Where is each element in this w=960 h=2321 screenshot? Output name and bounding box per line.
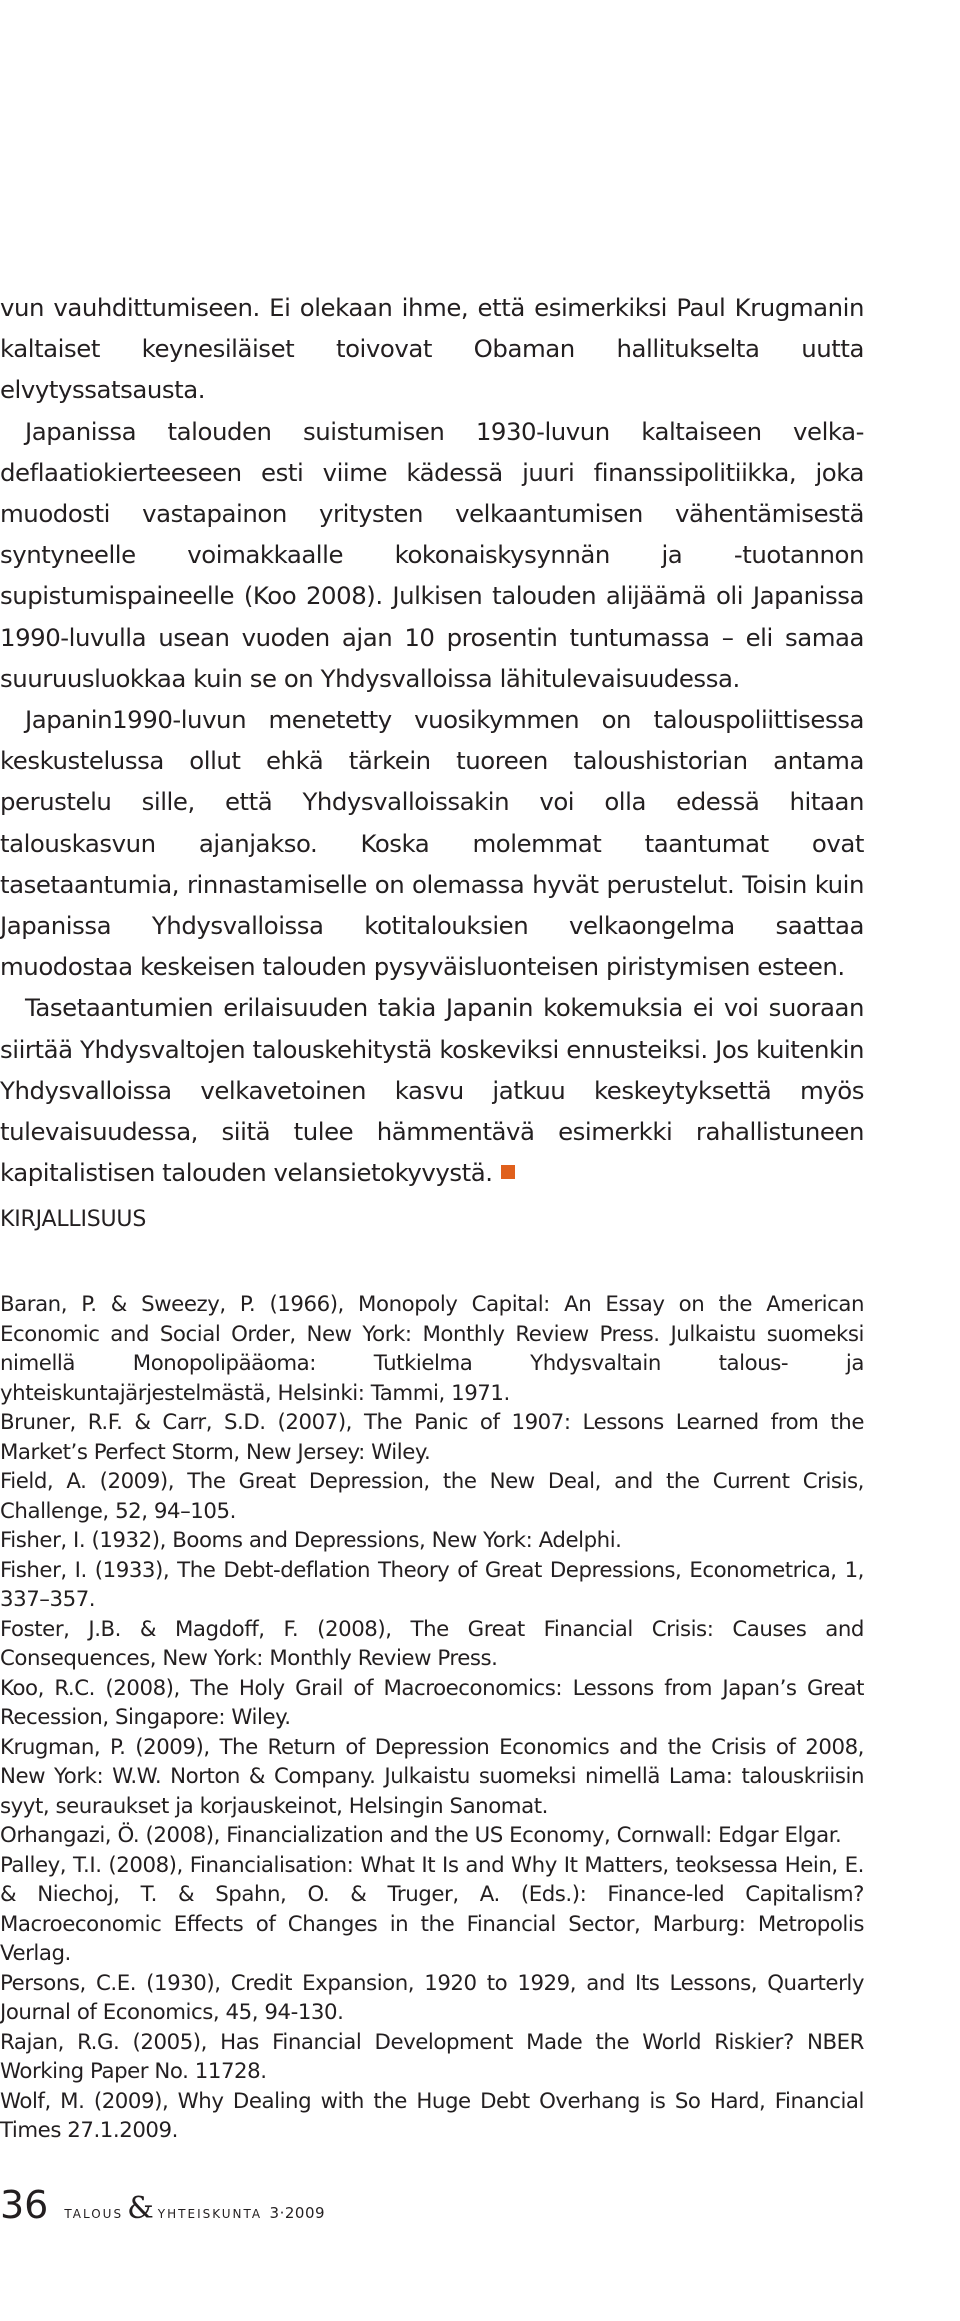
article-paragraph: Japanissa talouden suistumisen 1930-luvun kaltaiseen velka-deflaatiokierteeseen esti viime kädessä juuri finanssipolitiikka, joka muodosti vastapainon yritysten velkaantumisen vähentämisestä syntyneelle voimakkaalle kokonaiskysynnän ja -tuotannon supistumispaineelle (Koo 2008). Julkisen talouden alijäämä oli Japanissa 1990-luvulla usean vuoden ajan 10 prosentin tuntumassa – eli samaa suuruusluokkaa kuin se on Yhdysvalloissa lähitulevaisuudessa.: [0, 416, 864, 693]
article-paragraph-last: [0, 987, 864, 1193]
references-heading: KIRJALLISUUS: [0, 1207, 147, 1232]
article-body: [0, 287, 864, 1193]
reference-item: Wolf, M. (2009), Why Dealing with the Huge Debt Overhang is So Hard, Financial Times 27.1.2009.: [0, 2088, 864, 2143]
reference-item: Koo, R.C. (2008), The Holy Grail of Macroeconomics: Lessons from Japan’s Great Recession, Singapore: Wiley.: [0, 1675, 864, 1730]
reference-item: Orhangazi, Ö. (2008), Financialization and the US Economy, Cornwall: Edgar Elgar.: [0, 1823, 842, 1848]
page-footer: [0, 2180, 325, 2230]
reference-item: Field, A. (2009), The Great Depression, the New Deal, and the Current Crisis, Challenge, 52, 94–105.: [0, 1469, 864, 1524]
journal-ampersand: &: [127, 2191, 154, 2226]
article-paragraph: Japanin1990-luvun menetetty vuosikymmen on talouspoliittisessa keskustelussa ollut ehkä tärkein tuoreen taloushistorian antama perustelu sille, että Yhdysvalloissakin voi olla edessä hitaan talouskasvun ajanjakso. Koska molemmat taantumat ovat tasetaantumia, rinnastamiselle on olemassa hyvät perustelut. Toisin kuin Japanissa Yhdysvalloissa kotitalouksien velkaongelma saattaa muodostaa keskeisen talouden pysyväisluonteisen piristymisen esteen.: [0, 705, 864, 982]
journal-issue: 3·2009: [269, 2204, 326, 2222]
reference-item: Foster, J.B. & Magdoff, F. (2008), The Great Financial Crisis: Causes and Consequences, New York: Monthly Review Press.: [0, 1616, 864, 1671]
end-of-article-square-icon: [501, 1165, 515, 1179]
article-paragraph: vun vauhdittumiseen. Ei olekaan ihme, että esimerkiksi Paul Krugmanin kaltaiset keynesiläiset toivovat Obaman hallitukselta uutta elvytyssatsausta.: [0, 293, 864, 405]
journal-name: [64, 2191, 325, 2226]
reference-item: Baran, P. & Sweezy, P. (1966), Monopoly Capital: An Essay on the American Economic and Social Order, New York: Monthly Review Press. Julkaistu suomeksi nimellä Monopolipääoma: Tutkielma Yhdysvaltain talous- ja yhteiskuntajärjestelmästä, Helsinki: Tammi, 1971.: [0, 1292, 864, 1406]
reference-item: Fisher, I. (1933), The Debt-deflation Theory of Great Depressions, Econometrica, 1, 337–357.: [0, 1557, 864, 1612]
reference-item: Krugman, P. (2009), The Return of Depression Economics and the Crisis of 2008, New York: W.W. Norton & Company. Julkaistu suomeksi nimellä Lama: talouskriisin syyt, seuraukset ja korjauskeinot, Helsingin Sanomat.: [0, 1734, 864, 1819]
references-list: [0, 1290, 864, 2146]
reference-item: Fisher, I. (1932), Booms and Depressions, New York: Adelphi.: [0, 1528, 622, 1553]
article-paragraph-text: Tasetaantumien erilaisuuden takia Japanin kokemuksia ei voi suoraan siirtää Yhdysvaltojen talouskehitystä koskeviksi ennusteiksi. Jos kuitenkin Yhdysvalloissa velkavetoinen kasvu jatkuu keskeytyksettä myös tulevaisuudessa, siitä tulee hämmentävä esimerkki rahallistuneen kapitalistisen talouden velansietokyvystä.: [0, 993, 864, 1188]
reference-item: Bruner, R.F. & Carr, S.D. (2007), The Panic of 1907: Lessons Learned from the Market’s Perfect Storm, New Jersey: Wiley.: [0, 1410, 864, 1465]
journal-name-part2: yhteiskunta: [157, 2203, 263, 2223]
page-number: 36: [0, 2183, 49, 2227]
journal-name-part1: talous: [64, 2203, 124, 2223]
reference-item: Palley, T.I. (2008), Financialisation: What It Is and Why It Matters, teoksessa Hein, E. & Niechoj, T. & Spahn, O. & Truger, A. (Eds.): Finance-led Capitalism? Macroeconomic Effects of Changes in the Financial Sector, Marburg: Metropolis Verlag.: [0, 1852, 864, 1966]
reference-item: Persons, C.E. (1930), Credit Expansion, 1920 to 1929, and Its Lessons, Quarterly Journal of Economics, 45, 94-130.: [0, 1970, 864, 2025]
reference-item: Rajan, R.G. (2005), Has Financial Development Made the World Riskier? NBER Working Paper No. 11728.: [0, 2029, 864, 2084]
